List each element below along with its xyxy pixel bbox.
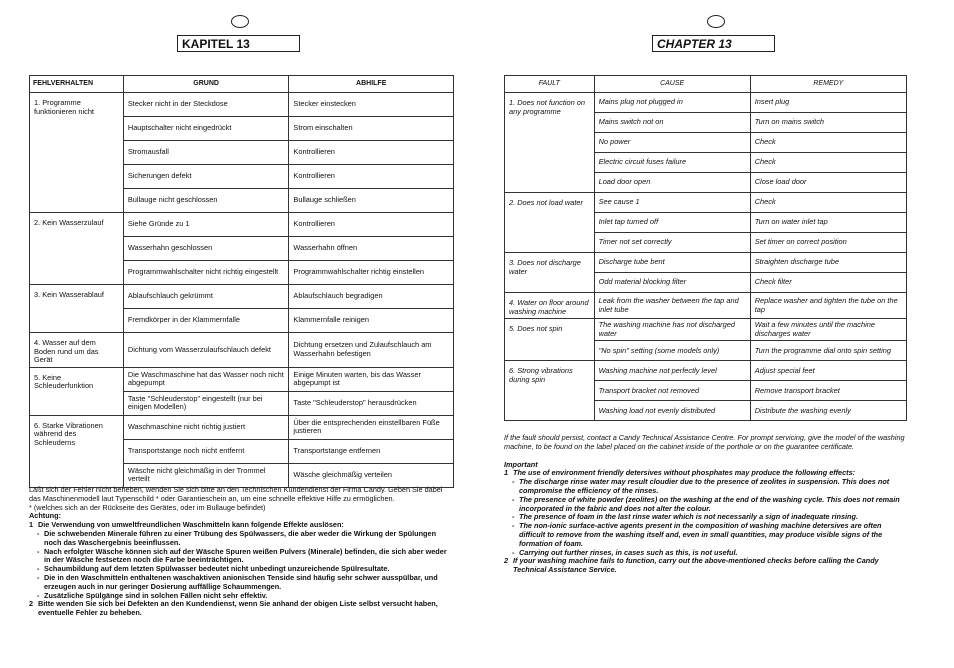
remedy-cell: Close load door: [750, 173, 906, 193]
cause-cell: Electric circuit fuses failure: [594, 153, 750, 173]
chapter-title: KAPITEL 13: [177, 35, 300, 52]
cause-cell: Dichtung vom Wasserzulaufschlauch defekt: [123, 333, 289, 368]
cause-cell: Wasserhahn geschlossen: [123, 237, 289, 261]
fault-cell: 2. Kein Wasserzulauf: [30, 213, 124, 285]
cause-cell: Washing machine not perfectly level: [594, 361, 750, 381]
cause-cell: Stromausfall: [123, 141, 289, 165]
table-row: [505, 253, 907, 273]
table-row: [30, 93, 454, 117]
table-row: [30, 333, 454, 368]
remedy-cell: Check: [750, 133, 906, 153]
remedy-cell: Insert plug: [750, 93, 906, 113]
subpoint: - The non-ionic surface-active agents present in the composition of washing machine detersives are often difficult to remove from the washing itself and, even in small quantities, may produce visible signs of the formation of foam.: [512, 521, 883, 548]
point-2: 2 Bitte wenden Sie sich bei Defekten an den Kundendienst, wenn Sie anhand der obigen Liste selbst versucht haben, eventuelle Fehler zu beheben.: [29, 599, 438, 618]
remedy-cell: Kontrollieren: [289, 141, 454, 165]
cause-cell: Load door open: [594, 173, 750, 193]
table-row: [505, 361, 907, 381]
subpoint: - Carrying out further rinses, in cases such as this, is not useful.: [512, 547, 738, 557]
cause-cell: Bullauge nicht geschlossen: [123, 189, 289, 213]
subpoint: - Die in den Waschmitteln enthaltenen waschaktiven anionischen Tenside sind häufig sehr schwer ausspülbar, und erzeugen auch in nur geringer Dosierung auffällige Schaummengen.: [37, 572, 438, 591]
remedy-cell: Replace washer and tighten the tube on the tap: [750, 293, 906, 319]
troubleshooting-table: [29, 75, 454, 488]
header-fault: FAULT: [505, 76, 595, 93]
remedy-cell: Ablaufschlauch begradigen: [289, 285, 454, 309]
cause-cell: Die Waschmaschine hat das Wasser noch nicht abgepumpt: [123, 367, 289, 391]
fault-cell: 3. Does not discharge water: [505, 253, 595, 293]
table-header-row: [505, 76, 907, 93]
point-1: 1 The use of environment friendly detersives without phosphates may produce the following effects:: [504, 468, 856, 478]
fault-cell: 1. Programme funktionieren nicht: [30, 93, 124, 213]
fault-cell: 1. Does not function on any programme: [505, 93, 595, 193]
fault-cell: 3. Kein Wasserablauf: [30, 285, 124, 333]
header-remedy: ABHILFE: [289, 76, 454, 93]
remedy-cell: Remove transport bracket: [750, 381, 906, 401]
cause-cell: Programmwahlschalter nicht richtig eingestellt: [123, 261, 289, 285]
remedy-cell: Wasserhahn öffnen: [289, 237, 454, 261]
table-header-row: [30, 76, 454, 93]
cause-cell: Sicherungen defekt: [123, 165, 289, 189]
remedy-cell: Turn the programme dial onto spin setting: [750, 341, 906, 361]
table-body: [30, 93, 454, 488]
fault-cell: 5. Keine Schleuderfunktion: [30, 367, 124, 415]
cause-cell: Ablaufschlauch gekrümmt: [123, 285, 289, 309]
remedy-cell: Adjust special feet: [750, 361, 906, 381]
table-row: [505, 319, 907, 341]
table-body: [505, 93, 907, 421]
remedy-cell: Turn on mains switch: [750, 113, 906, 133]
point-1: 1 Die Verwendung von umweltfreundlichen Waschmitteln kann folgende Effekte auslösen:: [29, 520, 344, 530]
service-note: If the fault should persist, contact a Candy Technical Assistance Centre. For prompt servicing, give the model of the washing machine, to be found on the label placed on the cabinet inside of the porthole or on the guarantee certificate.: [504, 433, 905, 451]
remedy-cell: Über die entsprechenden einstellbaren Füße justieren: [289, 415, 454, 439]
remedy-cell: Wäsche gleichmäßig verteilen: [289, 463, 454, 487]
table-row: [505, 293, 907, 319]
language-marker: [231, 15, 249, 28]
notes: [504, 434, 909, 575]
fault-cell: 6. Starke Vibrationen während des Schleuderns: [30, 415, 124, 487]
remedy-cell: Stecker einstecken: [289, 93, 454, 117]
notes: [29, 486, 455, 618]
cause-cell: "No spin" setting (some models only): [594, 341, 750, 361]
cause-cell: The washing machine has not discharged water: [594, 319, 750, 341]
cause-cell: Mains plug not plugged in: [594, 93, 750, 113]
language-marker: [707, 15, 725, 28]
remedy-cell: Klammernfalle reinigen: [289, 309, 454, 333]
cause-cell: Transport bracket not removed: [594, 381, 750, 401]
remedy-cell: Kontrollieren: [289, 165, 454, 189]
remedy-cell: Bullauge schließen: [289, 189, 454, 213]
subpoint: - Nach erfolgter Wäsche können sich auf der Wäsche Spuren weißen Pulvers (Minerale) befinden, die sich aber weder in der Wäsche festsetzen noch die Farbe beeinträchtigen.: [37, 546, 447, 565]
remedy-cell: Set timer on correct position: [750, 233, 906, 253]
cause-cell: Discharge tube bent: [594, 253, 750, 273]
table-row: [505, 93, 907, 113]
cause-cell: No power: [594, 133, 750, 153]
cause-cell: Odd material blocking filter: [594, 273, 750, 293]
remedy-cell: Transportstange entfernen: [289, 439, 454, 463]
remedy-cell: Check: [750, 153, 906, 173]
cause-cell: Washing load not evenly distributed: [594, 401, 750, 421]
remedy-cell: Dichtung ersetzen und Zulaufschlauch am Wasserhahn befestigen: [289, 333, 454, 368]
footnote: * (welches sich an der Rückseite des Gerätes, oder im Bullauge befindet): [29, 502, 266, 512]
cause-cell: Mains switch not on: [594, 113, 750, 133]
point-2: 2 If your washing machine fails to function, carry out the above-mentioned checks before calling the Candy Technical Assistance Service.: [504, 556, 879, 575]
fault-cell: 4. Wasser auf dem Boden rund um das Gerät: [30, 333, 124, 368]
fault-cell: 5. Does not spin: [505, 319, 595, 361]
subpoint: - The presence of foam in the last rinse water which is not necessarily a sign of inadequate rinsing.: [512, 512, 858, 522]
remedy-cell: Distribute the washing evenly: [750, 401, 906, 421]
chapter-title: CHAPTER 13: [652, 35, 775, 52]
subpoint: - The presence of white powder (zeolites) on the washing at the end of the washing cycle. This does not remain incorporated in the fabric and does not alter the colour.: [512, 494, 900, 513]
cause-cell: Inlet tap turned off: [594, 213, 750, 233]
cause-cell: Waschmaschine nicht richtig justiert: [123, 415, 289, 439]
remedy-cell: Einige Minuten warten, bis das Wasser abgepumpt ist: [289, 367, 454, 391]
fault-cell: 6. Strong vibrations during spin: [505, 361, 595, 421]
cause-cell: See cause 1: [594, 193, 750, 213]
remedy-cell: Check: [750, 193, 906, 213]
cause-cell: Wäsche nicht gleichmäßig in der Trommel verteilt: [123, 463, 289, 487]
remedy-cell: Check filter: [750, 273, 906, 293]
important-title: Important: [504, 459, 538, 469]
cause-cell: Transportstange noch nicht entfernt: [123, 439, 289, 463]
remedy-cell: Kontrollieren: [289, 213, 454, 237]
attention-title: Achtung:: [29, 511, 62, 521]
table-row: [30, 285, 454, 309]
subpoint: - Schaumbildung auf dem letzten Spülwasser bedeutet nicht unbedingt unzureichende Spülresultate.: [37, 564, 390, 574]
remedy-cell: Strom einschalten: [289, 117, 454, 141]
subpoint: - Zusätzliche Spülgänge sind in solchen Fällen nicht sehr effektiv.: [37, 590, 268, 600]
subpoint: - The discharge rinse water may result cloudier due to the presence of zeolites in suspension. This does not compromise the efficiency of the rinses.: [512, 477, 890, 495]
fault-cell: 2. Does not load water: [505, 193, 595, 253]
table-row: [505, 193, 907, 213]
troubleshooting-table: [504, 75, 907, 421]
cause-cell: Stecker nicht in der Steckdose: [123, 93, 289, 117]
remedy-cell: Wait a few minutes until the machine discharges water: [750, 319, 906, 341]
cause-cell: Hauptschalter nicht eingedrückt: [123, 117, 289, 141]
remedy-cell: Turn on water inlet tap: [750, 213, 906, 233]
remedy-cell: Straighten discharge tube: [750, 253, 906, 273]
cause-cell: Fremdkörper in der Klammernfalle: [123, 309, 289, 333]
table-row: [30, 367, 454, 391]
cause-cell: Taste "Schleuderstop" eingestellt (nur bei einigen Modellen): [123, 391, 289, 415]
fault-cell: 4. Water on floor around washing machine: [505, 293, 595, 319]
cause-cell: Siehe Gründe zu 1: [123, 213, 289, 237]
header-cause: GRUND: [123, 76, 289, 93]
remedy-cell: Programmwahlschalter richtig einstellen: [289, 261, 454, 285]
header-fault: FEHLVERHALTEN: [30, 76, 124, 93]
remedy-cell: Taste "Schleuderstop" herausdrücken: [289, 391, 454, 415]
table-row: [30, 213, 454, 237]
cause-cell: Timer not set correctly: [594, 233, 750, 253]
service-note: Läßt sich der Fehler nicht beheben, wenden Sie sich bitte an den Technischen Kundendienst der Firma Candy. Geben Sie dabei das Maschinenmodell laut Typenschild * oder Garantieschein an, um eine schnelle effektive Hilfe zu ermöglichen.: [29, 485, 443, 503]
table-row: [30, 415, 454, 439]
subpoint: - Die schwebenden Minerale führen zu einer Trübung des Spülwassers, die aber weder die Wirkung der Spülungen noch das Waschergebnis beeinflussen.: [37, 528, 437, 547]
header-remedy: REMEDY: [750, 76, 906, 93]
page-english: [477, 0, 954, 668]
cause-cell: Leak from the washer between the tap and inlet tube: [594, 293, 750, 319]
header-cause: CAUSE: [594, 76, 750, 93]
